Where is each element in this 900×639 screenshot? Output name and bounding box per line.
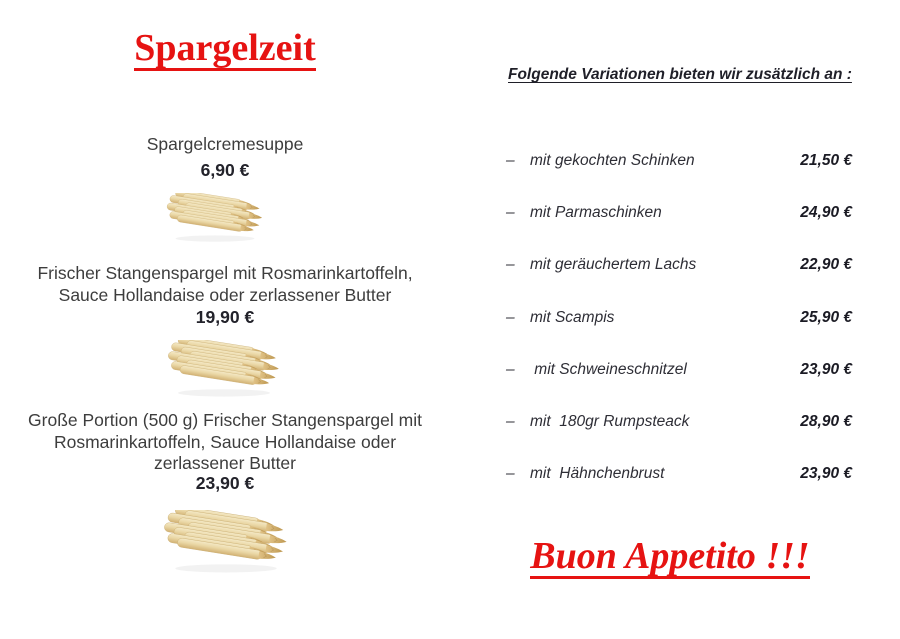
variation-row [506,465,852,485]
variation-price: 22,90 € [800,256,852,273]
dish-1-name-line: Spargelcremesuppe [146,134,304,154]
dash-bullet: – [506,152,515,169]
dash-bullet: – [506,309,515,326]
dash-bullet: – [506,204,515,221]
footer-note-text: Buon Appetito !!! [530,535,810,577]
dish-2-name [0,263,450,306]
variation-row [506,256,852,276]
dash-bullet: – [506,256,515,273]
dash-bullet: – [506,361,515,378]
asparagus-bundle-image [163,510,289,574]
dish-3-name-line: Große Portion (500 g) Frischer Stangenspargel mit [28,410,422,430]
dish-2-name-line: Sauce Hollandaise oder zerlassener Butter [58,284,392,305]
dish-3-name-line: zerlassener Butter [153,453,296,473]
variation-price: 24,90 € [800,204,852,221]
variation-price: 23,90 € [800,465,852,482]
dash-bullet: – [506,465,515,482]
variation-price: 21,50 € [800,152,852,169]
dish-3-price: 23,90 € [195,473,255,493]
variation-row [506,413,852,433]
dash-bullet: – [506,413,515,430]
variation-row [506,204,852,224]
variation-label: mit Schweineschnitzel [530,361,687,378]
dish-3-name-line: Rosmarinkartoffeln, Sauce Hollandaise oder [53,431,397,452]
variation-label: mit Hähnchenbrust [530,465,665,482]
dish-2-name-line: Frischer Stangenspargel mit Rosmarinkartoffeln, [37,263,413,283]
dish-1-name [0,134,450,156]
page-title [0,26,450,71]
variation-label: mit Parmaschinken [530,204,662,221]
variation-label: mit Scampis [530,309,615,326]
dish-1-price: 6,90 € [200,160,250,180]
variation-price: 23,90 € [800,361,852,378]
variation-row [506,361,852,381]
asparagus-bundle-image [167,340,281,398]
variation-label: mit geräuchertem Lachs [530,256,697,273]
variation-price: 25,90 € [800,309,852,326]
variation-label: mit gekochten Schinken [530,152,695,169]
variation-row [506,152,852,172]
variation-row [506,309,852,329]
dish-2-price: 19,90 € [195,307,255,327]
asparagus-bundle-image [166,193,264,243]
footer-note [495,534,845,579]
variations-heading: Folgende Variationen bieten wir zusätzlich an : [508,66,852,83]
variation-label: mit 180gr Rumpsteack [530,413,690,430]
variation-price: 28,90 € [800,413,852,430]
dish-3-name [0,410,450,475]
page-title-text: Spargelzeit [134,27,316,69]
